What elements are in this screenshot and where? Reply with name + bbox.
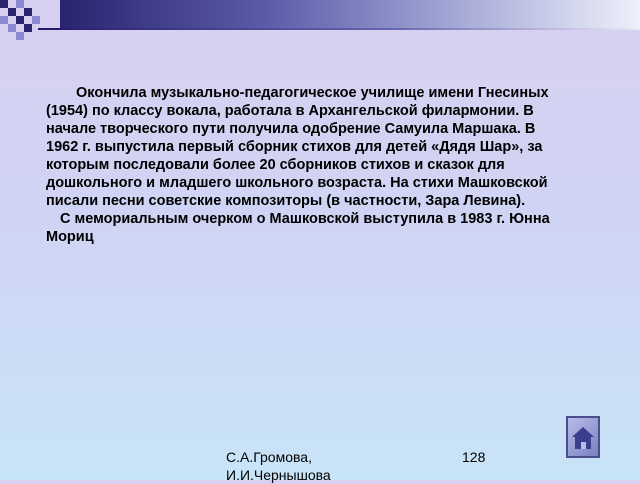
home-icon bbox=[568, 418, 598, 456]
header-underline bbox=[38, 28, 640, 30]
slide-body bbox=[46, 84, 566, 246]
biography-paragraph: Окончила музыкально-педагогическое училище имени Гнесиных (1954) по классу вокала, работала в Архангельской филармонии. В начале творческого пути получила одобрение Самуила Маршака. В 1962 г. выпустила первый сборник стихов для детей «Дядя Шар», за которым последовали более 20 сборников стихов и сказок для дошкольного и младшего школьного возраста. На стихи Машковской писали песни советские композиторы (в частности, Зара Левина). bbox=[46, 85, 549, 209]
memorial-paragraph: С мемориальным очерком о Машковской выступила в 1983 г. Юнна Мориц bbox=[46, 211, 550, 245]
home-button[interactable] bbox=[566, 416, 600, 458]
header-gradient-bar bbox=[60, 0, 640, 28]
page-number: 128 bbox=[462, 449, 486, 465]
footer-authors: С.А.Громова, И.И.Чернышова bbox=[226, 449, 331, 483]
decorative-squares bbox=[0, 0, 60, 40]
